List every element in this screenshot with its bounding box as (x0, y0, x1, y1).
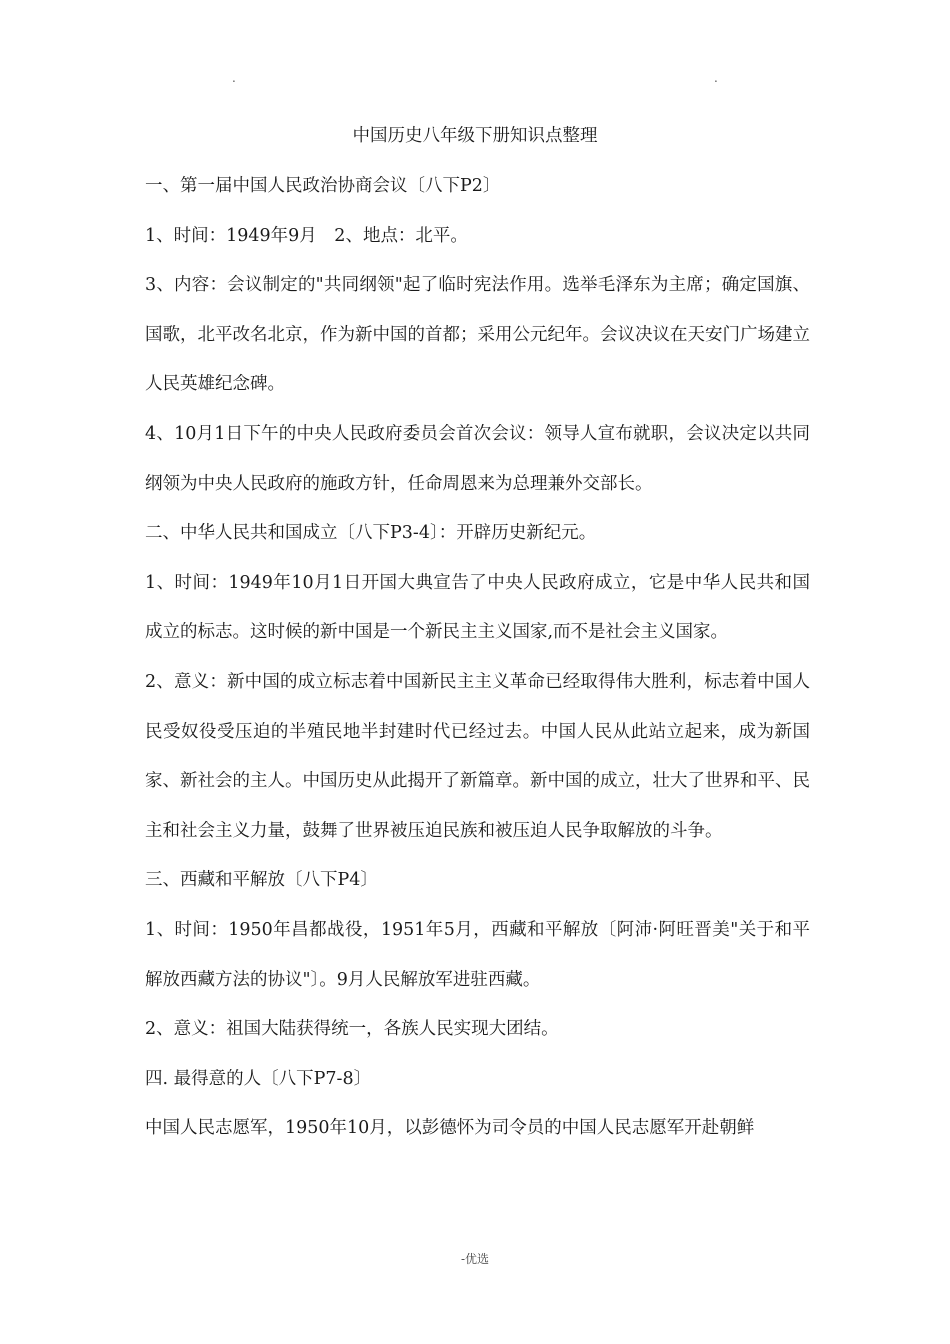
document-title: 中国历史八年级下册知识点整理 (352, 126, 598, 146)
section-heading-2: 二、中华人民共和国成立〔八下P3-4〕：开辟历史新纪元。 (145, 523, 597, 544)
paragraph-founding-significance: 2、意义：新中国的成立标志着中国新民主主义革命已经取得伟大胜利，标志着中国人民受奴役受压迫的半殖民地半封建时代已经过去。中国人民从此站立起来，成为新国家、新社会的主人。中国历史从此揭开了新篇章。新中国的成立，壮大了世界和平、民主和社会主义力量，鼓舞了世界被压迫民族和被压迫人民争取解放的斗争。 (145, 671, 810, 841)
paragraph-time-place: 1、时间：1949年9月 2、地点：北平。 (145, 225, 468, 246)
section-heading-1: 一、第一届中国人民政治协商会议〔八下P2〕 (145, 176, 501, 196)
paragraph-tibet-significance: 2、意义：祖国大陆获得统一，各族人民实现大团结。 (145, 1019, 559, 1040)
section-heading-4: 四. 最得意的人〔八下P7-8〕 (145, 1068, 372, 1089)
section-heading-3: 三、西藏和平解放〔八下P4〕 (145, 870, 378, 891)
paragraph-founding-time: 1、时间：1949年10月1日开国大典宣告了中央人民政府成立，它是中华人民共和国成立的标志。这时候的新中国是一个新民主主义国家,而不是社会主义国家。 (145, 572, 810, 643)
paragraph-volunteers: 中国人民志愿军，1950年10月，以彭德怀为司令员的中国人民志愿军开赴朝鲜 (145, 1118, 755, 1139)
document-body (145, 162, 810, 1154)
paragraph-tibet-time: 1、时间：1950年昌都战役，1951年5月，西藏和平解放〔阿沛·阿旺晋美"关于和平解放西藏方法的协议"〕。9月人民解放军进驻西藏。 (145, 919, 810, 990)
header-mark-right: . (714, 71, 718, 85)
page-footer: -优选 (460, 1252, 490, 1266)
header-mark-left: . (232, 71, 236, 85)
paragraph-content: 3、内容：会议制定的"共同纲领"起了临时宪法作用。选举毛泽东为主席；确定国旗、国歌，北平改名北京，作为新中国的首都；采用公元纪年。会议决议在天安门广场建立人民英雄纪念碑。 (145, 275, 810, 395)
paragraph-first-meeting: 4、10月1日下午的中央人民政府委员会首次会议：领导人宣布就职，会议决定以共同纲领为中央人民政府的施政方针，任命周恩来为总理兼外交部长。 (145, 423, 810, 494)
